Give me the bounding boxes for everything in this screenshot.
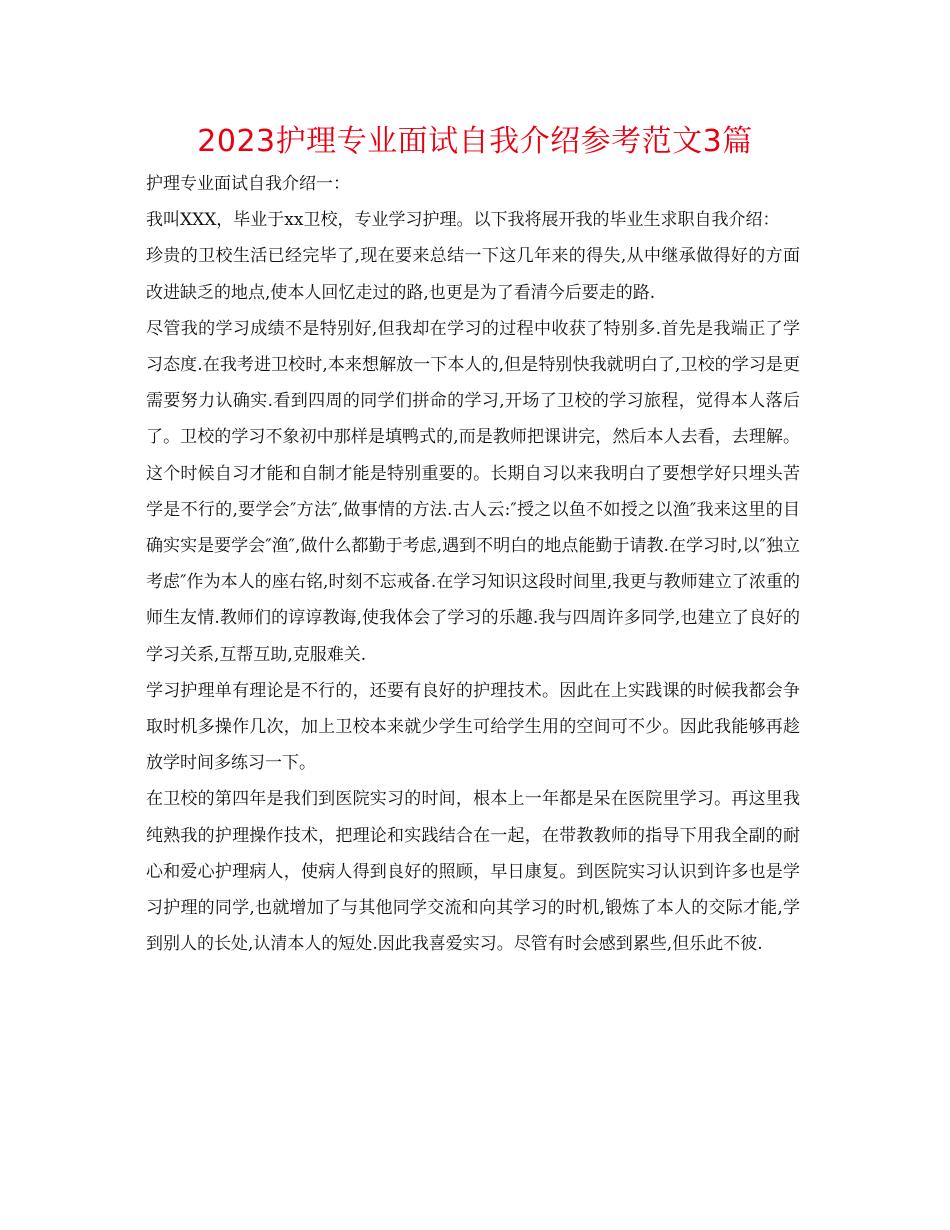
paragraph-summary: 珍贵的卫校生活已经完毕了,现在要来总结一下这几年来的得失,从中继承做得好的方面改进缺乏的地点,使本人回忆走过的路,也更是为了看清今后要走的路. xyxy=(146,246,800,303)
paragraph-intro: 我叫XXX，毕业于xx卫校，专业学习护理。以下我将展开我的毕业生求职自我介绍： xyxy=(146,210,780,231)
paragraph-study-experience: 尽管我的学习成绩不是特别好,但我却在学习的过程中收获了特别多.首先是我端正了学习态度.在我考进卫校时,本来想解放一下本人的,但是特别快我就明白了,卫校的学习是更需要努力认确实.看到四周的同学们拼命的学习,开场了卫校的学习旅程，觉得本人落后了。卫校的学习不象初中那样是填鸭式的,而是教师把课讲完，然后本人去看，去理解。这个时候自习才能和自制才能是特别重要的。长期自习以来我明白了要想学好只埋头苦学是不行的,要学会″方法″,做事情的方法.古人云:″授之以鱼不如授之以渔″我来这里的目确实实是要学会″渔″,做什么都勤于考虑,遇到不明白的地点能勤于请教.在学习时,以″独立考虑″作为本人的座右铭,时刻不忘戒备.在学习知识这段时间里,我更与教师建立了浓重的师生友情.教师们的谆谆教诲,使我体会了学习的乐趣.我与四周许多同学,也建立了良好的学习关系,互帮互助,克服难关. xyxy=(146,318,800,665)
document-body xyxy=(146,166,800,962)
paragraph-practice-skills: 学习护理单有理论是不行的，还要有良好的护理技术。因此在上实践课的时候我都会争取时机多操作几次，加上卫校本来就少学生可给学生用的空间可不少。因此我能够再趁放学时间多练习一下。 xyxy=(146,680,800,774)
paragraph-section-heading: 护理专业面试自我介绍一： xyxy=(146,174,350,194)
paragraph-internship: 在卫校的第四年是我们到医院实习的时间，根本上一年都是呆在医院里学习。再这里我纯熟我的护理操作技术，把理论和实践结合在一起，在带教教师的指导下用我全副的耐心和爱心护理病人，使病人得到良好的照顾，早日康复。到医院实习认识到许多也是学习护理的同学,也就增加了与其他同学交流和向其学习的时机,锻炼了本人的交际才能,学到别人的长处,认清本人的短处.因此我喜爱实习。尽管有时会感到累些,但乐此不彼. xyxy=(146,789,800,955)
document-title: 2023护理专业面试自我介绍参考范文3篇 xyxy=(197,124,753,159)
